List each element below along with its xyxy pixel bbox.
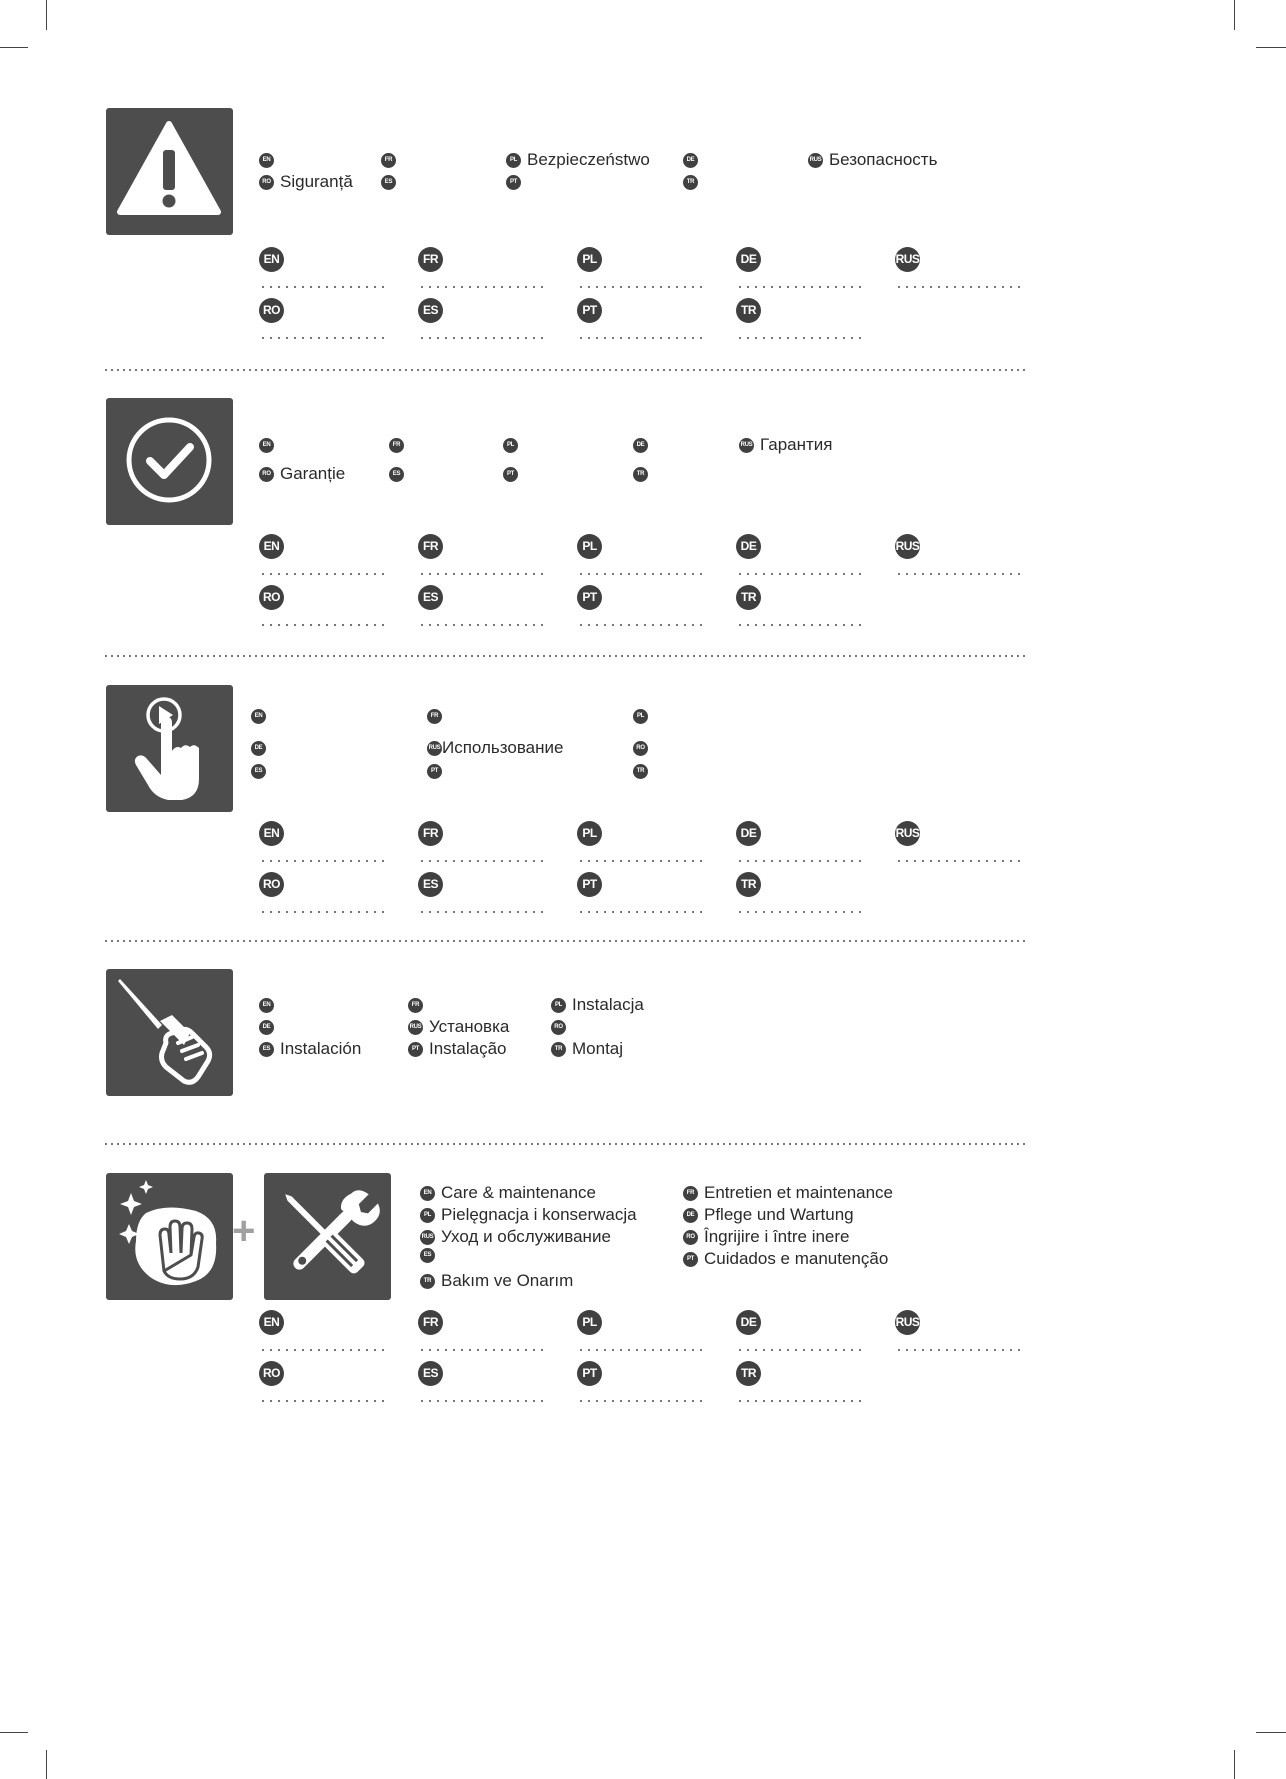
badge-rus: RUS — [808, 153, 823, 168]
crop-mark — [0, 47, 28, 48]
badge-en: EN — [259, 153, 274, 168]
badge-en: EN — [420, 1186, 435, 1201]
care-title-de-row — [683, 1204, 854, 1226]
crop-mark — [0, 1732, 28, 1733]
badge-es: ES — [251, 764, 266, 779]
badge-tr: TR — [736, 298, 761, 323]
usage-title-row-1 — [251, 709, 654, 724]
tools-icon-box — [264, 1173, 391, 1300]
badge-pl: PL — [577, 821, 602, 846]
page-dots — [736, 911, 866, 913]
installation-title-pt: Instalação — [429, 1039, 507, 1058]
badge-de: DE — [736, 1310, 761, 1335]
care-title-ro: Îngrijire i între inere — [704, 1227, 850, 1246]
care-title-es-row — [420, 1248, 441, 1263]
hand-screwdriver-icon — [106, 969, 233, 1096]
warranty-title-row-1 — [259, 434, 833, 456]
usage-title-row-2 — [251, 737, 654, 759]
badge-en: EN — [259, 998, 274, 1013]
badge-ro: RO — [259, 175, 274, 190]
badge-rus: RUS — [420, 1230, 435, 1245]
badge-pt: PT — [408, 1042, 423, 1057]
badge-rus: RUS — [895, 247, 920, 272]
warning-triangle-icon — [106, 108, 233, 235]
badge-fr: FR — [389, 438, 404, 453]
page-dots — [577, 624, 707, 626]
page-dots — [736, 337, 866, 339]
badge-pl: PL — [633, 709, 648, 724]
page-dots — [259, 573, 389, 575]
safety-title-rus: Безопасность — [829, 150, 938, 169]
badge-de: DE — [683, 1208, 698, 1223]
badge-fr: FR — [418, 247, 443, 272]
badge-pt: PT — [577, 298, 602, 323]
care-title-tr: Bakım ve Onarım — [441, 1271, 574, 1290]
badge-fr: FR — [381, 153, 396, 168]
badge-pl: PL — [551, 998, 566, 1013]
care-title-pl-row — [420, 1204, 637, 1226]
badge-fr: FR — [418, 1310, 443, 1335]
installation-title-pl: Instalacja — [572, 995, 644, 1014]
page-dots — [577, 911, 707, 913]
badge-es: ES — [418, 585, 443, 610]
care-title-tr-row — [420, 1270, 573, 1292]
badge-es: ES — [420, 1248, 435, 1263]
warranty-title-rus: Гарантия — [760, 435, 833, 454]
badge-pl: PL — [577, 1310, 602, 1335]
badge-pt: PT — [506, 175, 521, 190]
page-dots — [736, 1400, 866, 1402]
page-dots — [895, 573, 1025, 575]
badge-pt: PT — [683, 1252, 698, 1267]
badge-tr: TR — [633, 764, 648, 779]
crop-mark — [1234, 0, 1235, 30]
page-dots — [418, 911, 548, 913]
installation-title-row-1 — [259, 994, 644, 1016]
badge-es: ES — [418, 298, 443, 323]
badge-rus: RUS — [427, 741, 442, 756]
installation-icon-box — [106, 969, 233, 1096]
page-dots — [895, 860, 1025, 862]
care-title-pt: Cuidados e manutenção — [704, 1249, 889, 1268]
badge-tr: TR — [683, 175, 698, 190]
badge-pl: PL — [506, 153, 521, 168]
page-dots — [418, 286, 548, 288]
badge-en: EN — [259, 247, 284, 272]
plus-sign: + — [232, 1209, 256, 1253]
badge-pl: PL — [503, 438, 518, 453]
badge-ro: RO — [259, 467, 274, 482]
page-dots — [259, 860, 389, 862]
badge-fr: FR — [418, 534, 443, 559]
badge-pl: PL — [577, 247, 602, 272]
badge-ro: RO — [259, 585, 284, 610]
installation-title-rus: Установка — [429, 1017, 510, 1036]
safety-title-row-2 — [259, 171, 704, 193]
page-dots — [577, 1400, 707, 1402]
badge-rus: RUS — [739, 438, 754, 453]
page-dots — [736, 860, 866, 862]
section-divider — [103, 940, 1027, 942]
page-dots — [577, 1349, 707, 1351]
hand-play-icon — [106, 685, 233, 812]
badge-pl: PL — [577, 534, 602, 559]
badge-en: EN — [259, 534, 284, 559]
care-title-pt-row — [683, 1248, 888, 1270]
badge-pt: PT — [503, 467, 518, 482]
badge-pt: PT — [577, 872, 602, 897]
badge-de: DE — [683, 153, 698, 168]
care-title-en: Care & maintenance — [441, 1183, 596, 1202]
page-dots — [577, 286, 707, 288]
badge-rus: RUS — [895, 821, 920, 846]
page-dots — [577, 573, 707, 575]
safety-title-row-1 — [259, 149, 937, 171]
installation-title-row-3 — [259, 1038, 623, 1060]
section-divider — [103, 1143, 1027, 1145]
page-dots — [259, 337, 389, 339]
page-dots — [736, 1349, 866, 1351]
page-dots — [736, 624, 866, 626]
page-dots — [418, 624, 548, 626]
badge-ro: RO — [259, 1361, 284, 1386]
care-title-fr-row — [683, 1182, 893, 1204]
badge-es: ES — [389, 467, 404, 482]
badge-tr: TR — [736, 872, 761, 897]
page-dots — [418, 337, 548, 339]
badge-fr: FR — [427, 709, 442, 724]
page-dots — [418, 573, 548, 575]
page-dots — [259, 624, 389, 626]
usage-icon-box — [106, 685, 233, 812]
usage-title-row-3 — [251, 764, 654, 779]
badge-rus: RUS — [895, 1310, 920, 1335]
badge-tr: TR — [420, 1274, 435, 1289]
badge-es: ES — [381, 175, 396, 190]
badge-en: EN — [251, 709, 266, 724]
badge-de: DE — [633, 438, 648, 453]
badge-en: EN — [259, 821, 284, 846]
badge-ro: RO — [683, 1230, 698, 1245]
badge-ro: RO — [259, 298, 284, 323]
badge-pt: PT — [427, 764, 442, 779]
care-title-pl: Pielęgnacja i konserwacja — [441, 1205, 637, 1224]
care-title-fr: Entretien et maintenance — [704, 1183, 894, 1202]
badge-ro: RO — [259, 872, 284, 897]
page-dots — [736, 286, 866, 288]
badge-pt: PT — [577, 585, 602, 610]
page-dots — [577, 860, 707, 862]
badge-de: DE — [736, 247, 761, 272]
badge-tr: TR — [736, 585, 761, 610]
section-divider — [103, 369, 1027, 371]
care-title-rus: Уход и обслуживание — [441, 1227, 611, 1246]
care-title-rus-row — [420, 1226, 611, 1248]
checkmark-circle-icon — [106, 398, 233, 525]
badge-en: EN — [259, 438, 274, 453]
page-dots — [736, 573, 866, 575]
badge-fr: FR — [683, 1186, 698, 1201]
page-dots — [577, 337, 707, 339]
badge-rus: RUS — [895, 534, 920, 559]
badge-pt: PT — [577, 1361, 602, 1386]
crop-mark — [1234, 1750, 1235, 1779]
page-dots — [259, 911, 389, 913]
safety-icon-box — [106, 108, 233, 235]
warranty-icon-box — [106, 398, 233, 525]
badge-de: DE — [251, 741, 266, 756]
badge-es: ES — [418, 1361, 443, 1386]
page-dots — [259, 1349, 389, 1351]
page-dots — [895, 286, 1025, 288]
crop-mark — [1256, 47, 1286, 48]
page-dots — [418, 860, 548, 862]
badge-rus: RUS — [408, 1020, 423, 1035]
care-icon-box — [106, 1173, 233, 1300]
badge-pl: PL — [420, 1208, 435, 1223]
wrench-screwdriver-icon — [264, 1173, 391, 1300]
section-divider — [103, 655, 1027, 657]
badge-tr: TR — [736, 1361, 761, 1386]
installation-title-row-2 — [259, 1016, 572, 1038]
crop-mark — [46, 0, 47, 30]
warranty-title-row-2 — [259, 463, 654, 485]
care-title-de: Pflege und Wartung — [704, 1205, 854, 1224]
badge-de: DE — [736, 821, 761, 846]
page-dots — [418, 1400, 548, 1402]
warranty-title-ro: Garanție — [280, 464, 346, 483]
page-dots — [259, 1400, 389, 1402]
page-dots — [259, 286, 389, 288]
badge-es: ES — [418, 872, 443, 897]
badge-tr: TR — [633, 467, 648, 482]
care-title-en-row — [420, 1182, 596, 1204]
badge-de: DE — [259, 1020, 274, 1035]
safety-title-ro: Siguranță — [280, 172, 353, 191]
badge-fr: FR — [418, 821, 443, 846]
crop-mark — [46, 1750, 47, 1779]
page-dots — [418, 1349, 548, 1351]
installation-title-tr: Montaj — [572, 1039, 624, 1058]
badge-en: EN — [259, 1310, 284, 1335]
crop-mark — [1256, 1732, 1286, 1733]
care-title-ro-row — [683, 1226, 850, 1248]
badge-tr: TR — [551, 1042, 566, 1057]
badge-es: ES — [259, 1042, 274, 1057]
badge-fr: FR — [408, 998, 423, 1013]
badge-de: DE — [736, 534, 761, 559]
page-dots — [895, 1349, 1025, 1351]
usage-title-rus: Использование — [442, 738, 564, 757]
badge-ro: RO — [633, 741, 648, 756]
cleaning-hand-icon — [106, 1173, 233, 1300]
safety-title-pl: Bezpieczeństwo — [527, 150, 650, 169]
badge-ro: RO — [551, 1020, 566, 1035]
installation-title-es: Instalación — [280, 1039, 362, 1058]
